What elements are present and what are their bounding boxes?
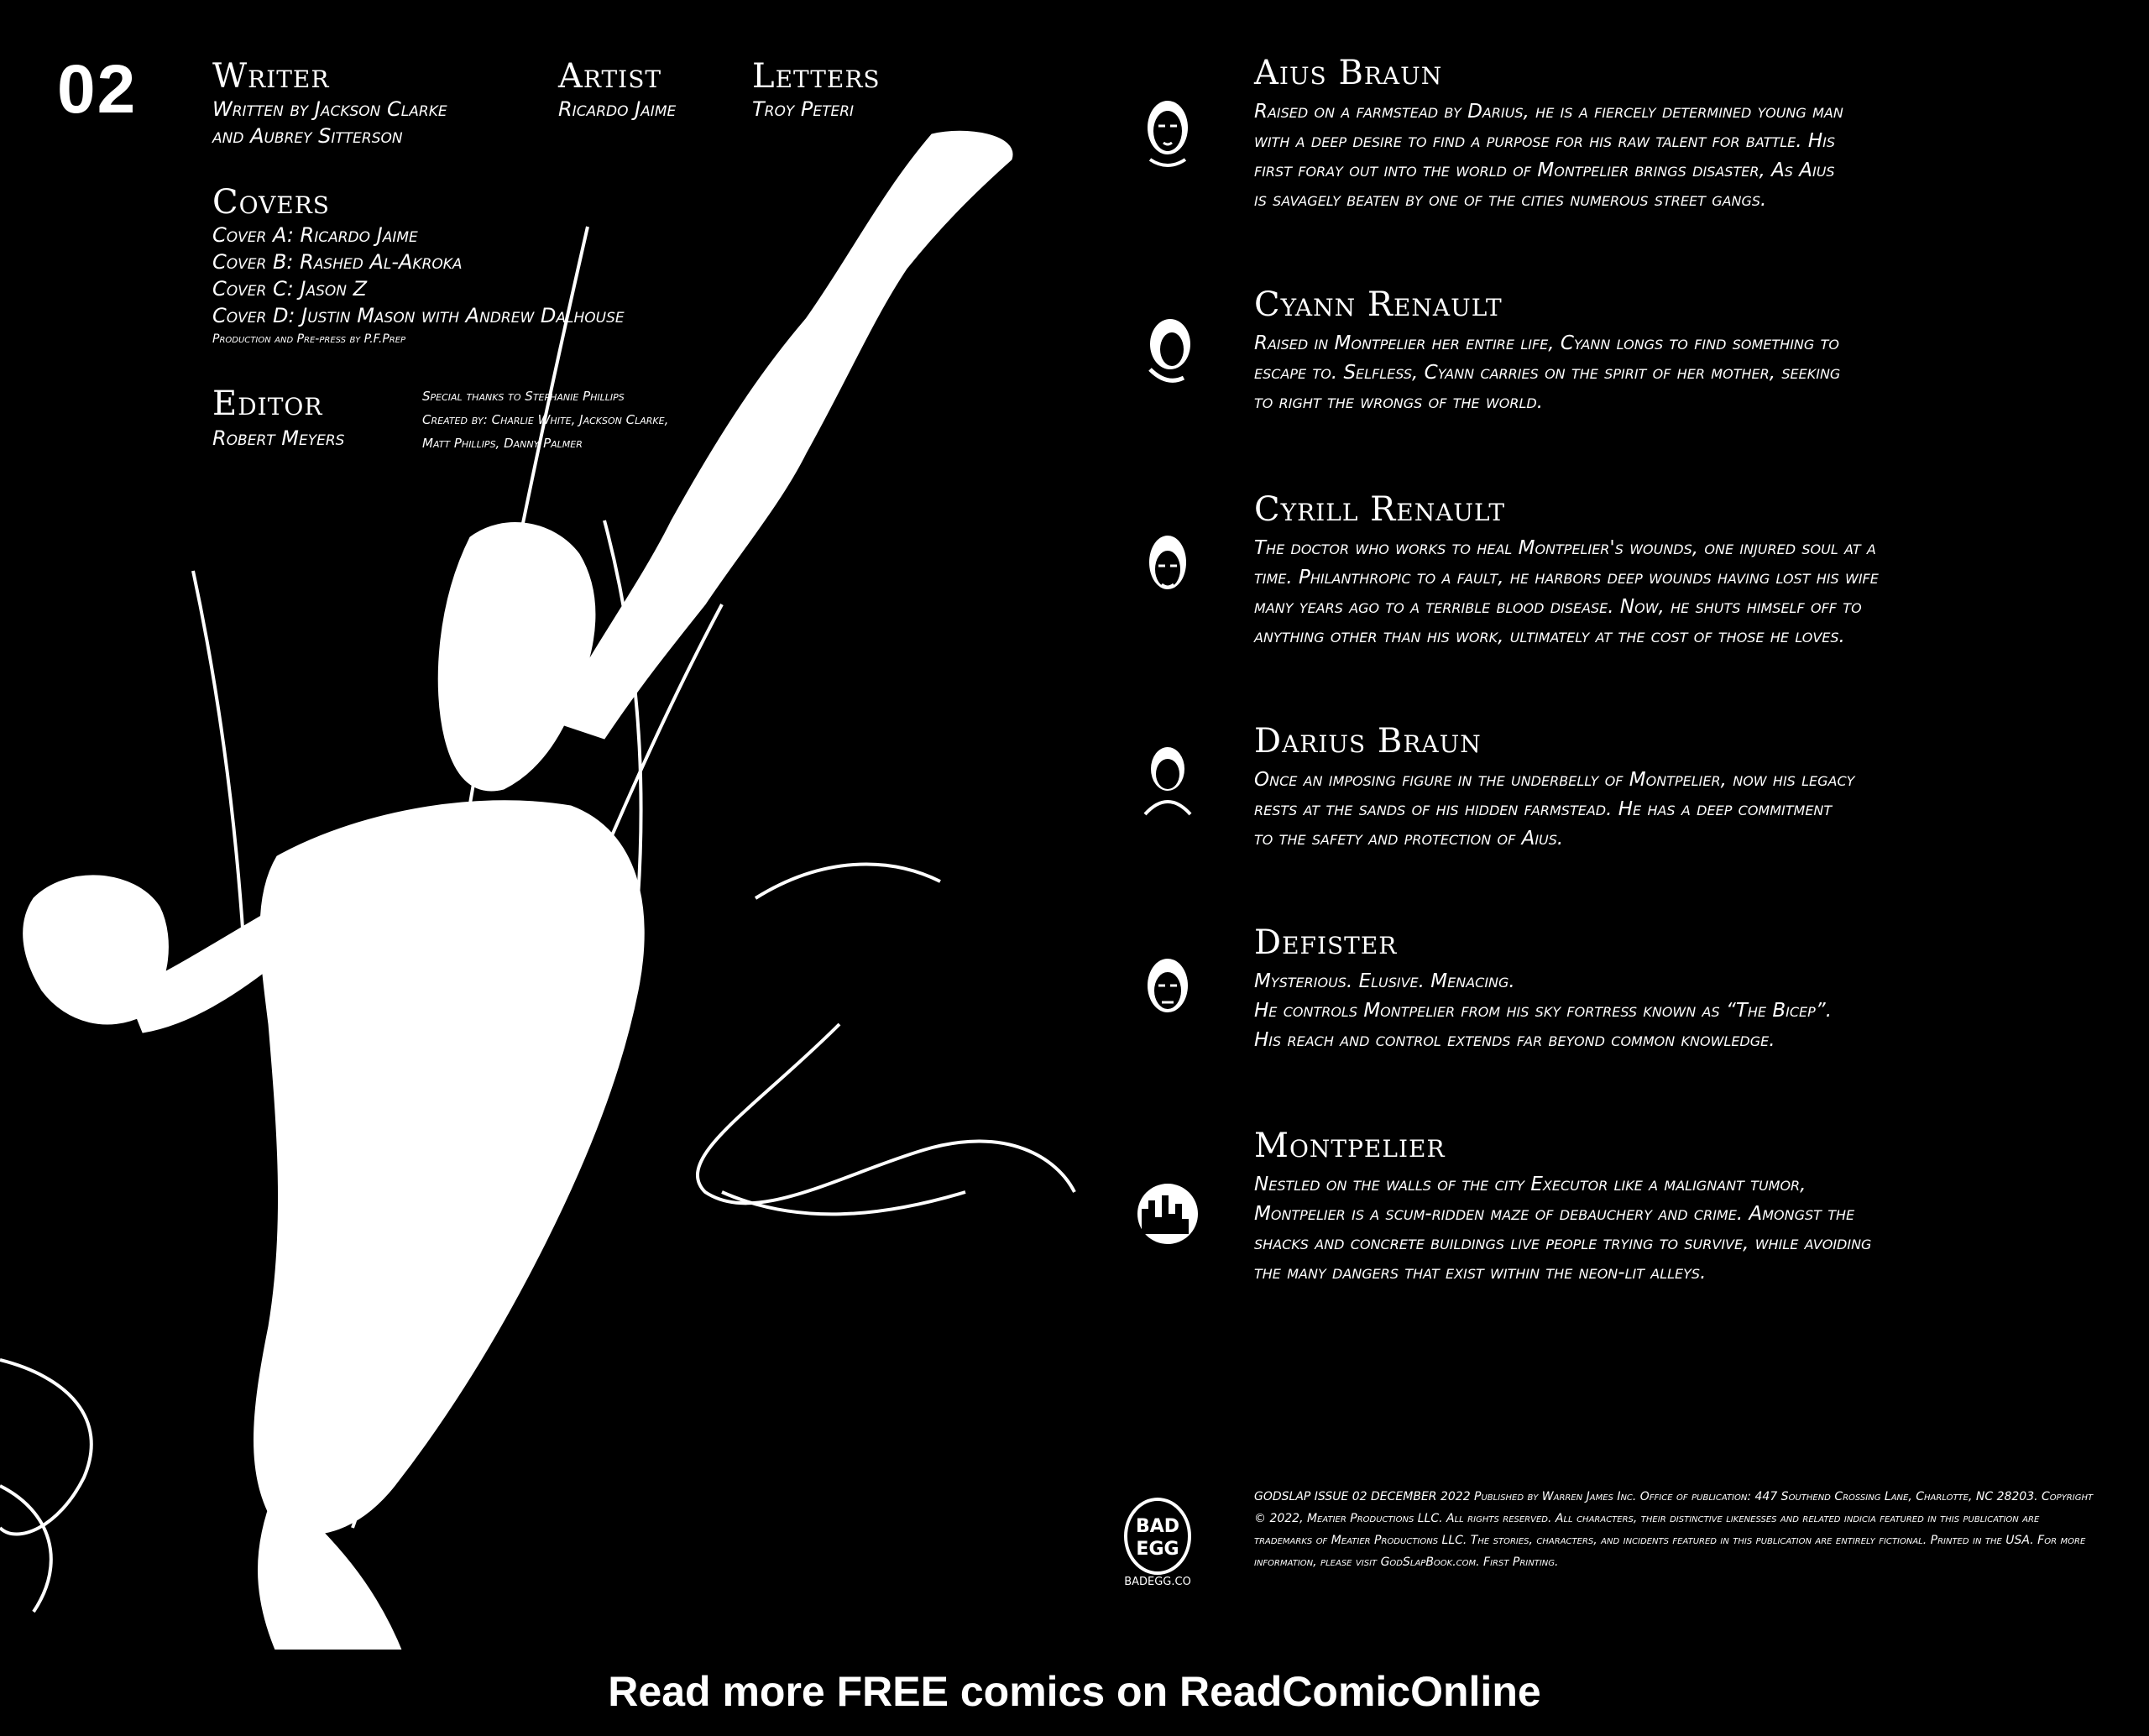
svg-text:BAD: BAD xyxy=(1135,1516,1180,1537)
character-entry xyxy=(1254,54,2094,215)
character-name: Cyrill Renault xyxy=(1254,490,1505,529)
character-name: Darius Braun xyxy=(1254,722,1482,761)
character-entry xyxy=(1254,1127,2094,1288)
cover-line: Cover C: Jason Z xyxy=(212,277,368,301)
special-thanks xyxy=(422,384,668,455)
cover-line: Cover A: Ricardo Jaime xyxy=(212,223,418,247)
face-portrait-icon xyxy=(1133,739,1202,816)
letters-credit: Troy Peteri xyxy=(752,97,855,121)
cover-line: Cover D: Justin Mason with Andrew Dalhouse xyxy=(212,304,625,327)
writer-line: Written by Jackson Clarke xyxy=(212,97,447,121)
writer-heading: Writer xyxy=(212,57,330,96)
editor-credit: Robert Meyers xyxy=(212,426,345,450)
character-description: Once an imposing figure in the underbelly of Montpelier, now his legacy rests at the sands of his hidden farmstead. He has a deep commitment to the safety and protection of Aius. xyxy=(1254,769,1855,850)
character-entry xyxy=(1254,923,2094,1055)
character-entry xyxy=(1254,722,2094,854)
legal-indicia: GODSLAP ISSUE 02 DECEMBER 2022 Published by Warren James Inc. Office of publication: 447 Southend Crossing Lane, Charlotte, NC 28203. Copyright © 2022, Meatier Productions LLC. All rights reserved. All characters, their distinctive likenesses and related indicia featured in this publication are trademarks of Meatier Productions LLC. The stories, characters, and incidents featured in this publication are entirely fictional. Printed in the USA. For more information, please visit GodSlapBook.com. First Printing. xyxy=(1254,1490,2094,1569)
writer-credit xyxy=(212,96,447,149)
cover-line: Cover B: Rashed Al-Akroka xyxy=(212,250,463,274)
thanks-line: Matt Phillips, Danny Palmer xyxy=(422,436,583,451)
footer-banner xyxy=(0,1650,2149,1736)
covers-heading: Covers xyxy=(212,183,330,222)
face-portrait-icon xyxy=(1133,311,1202,388)
character-name: Aius Braun xyxy=(1254,54,1443,92)
character-entry xyxy=(1254,285,2094,417)
bad-egg-logo xyxy=(1120,1494,1195,1575)
issue-number: 02 xyxy=(57,51,138,128)
city-skyline-icon xyxy=(1133,1175,1202,1252)
character-name: Defister xyxy=(1254,923,1398,962)
publisher-url: BADEGG.CO xyxy=(1124,1576,1191,1588)
writer-line: and Aubrey Sitterson xyxy=(212,124,403,148)
character-description: Nestled on the walls of the city Executor like a malignant tumor, Montpelier is a scum-ridden maze of debauchery and crime. Amongst the shacks and concrete buildings live people trying to survive, while avoiding the many dangers that exist within the neon-lit alleys. xyxy=(1254,1174,1872,1284)
character-description: The doctor who works to heal Montpelier's wounds, one injured soul at a time. Philanthropic to a fault, he harbors deep wounds having lost his wife many years ago to a terrible blood disease. Now, he shuts himself off to anything other than his work, ultimately at the cost of those he loves. xyxy=(1254,537,1879,647)
editor-heading: Editor xyxy=(212,384,323,423)
face-portrait-icon xyxy=(1133,92,1202,170)
character-description: Raised on a farmstead by Darius, he is a fiercely determined young man with a deep desire to find a purpose for his raw talent for battle. His first foray out into the world of Montpelier brings disaster, As Aius is savagely beaten by one of the cities numerous street gangs. xyxy=(1254,101,1843,211)
character-description: Raised in Montpelier her entire life, Cyann longs to find something to escape to. Selfless, Cyann carries on the spirit of her mother, seeking to right the wrongs of the world. xyxy=(1254,332,1841,413)
production-credit: Production and Pre-press by P.F.Prep xyxy=(212,332,406,346)
face-portrait-icon xyxy=(1133,529,1202,606)
face-portrait-icon xyxy=(1133,949,1202,1026)
covers-credit xyxy=(212,222,625,329)
letters-heading: Letters xyxy=(752,57,881,96)
artist-heading: Artist xyxy=(558,57,662,96)
footer-text[interactable]: Read more FREE comics on ReadComicOnline xyxy=(608,1668,1541,1715)
character-entry xyxy=(1254,490,2094,651)
artist-credit: Ricardo Jaime xyxy=(558,97,677,121)
hero-artwork xyxy=(0,101,1091,1654)
character-description: Mysterious. Elusive. Menacing. He controls Montpelier from his sky fortress known as “The Bicep”. His reach and control extends far beyond common knowledge. xyxy=(1254,970,1833,1051)
thanks-line: Created by: Charlie White, Jackson Clarke, xyxy=(422,412,669,427)
character-name: Cyann Renault xyxy=(1254,285,1503,324)
svg-text:EGG: EGG xyxy=(1136,1539,1179,1560)
character-name: Montpelier xyxy=(1254,1127,1446,1165)
thanks-line: Special thanks to Stephanie Phillips xyxy=(422,389,625,404)
